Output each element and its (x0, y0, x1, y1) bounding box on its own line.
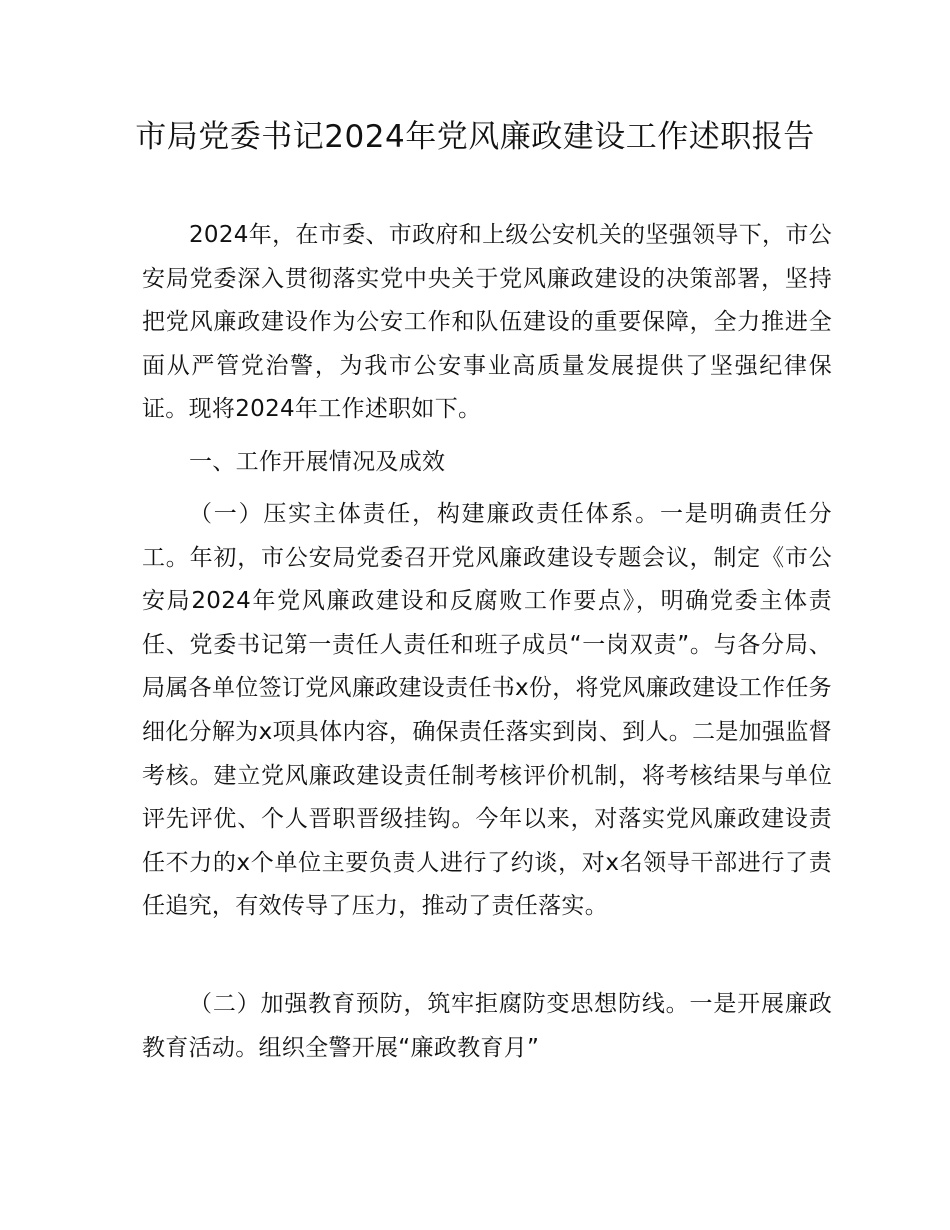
document-title: 市局党委书记2024年党风廉政建设工作述职报告 (135, 119, 815, 155)
section-heading: 一、工作开展情况及成效 (189, 449, 446, 475)
education-paragraph: （二）加强教育预防，筑牢拒腐防变思想防线。一是开展廉政教育活动。组织全警开展“廉政教育月” (142, 991, 832, 1061)
responsibility-paragraph: （一）压实主体责任，构建廉政责任体系。一是明确责任分工。年初，市公安局党委召开党风廉政建设专题会议，制定《市公安局2024年党风廉政建设和反腐败工作要点》，明确党委主体责任、党委书记第一责任人责任和班子成员“一岗双责”。与各分局、局属各单位签订党风廉政建设责任书x份，将党风廉政建设工作任务细化分解为x项具体内容，确保责任落实到岗、到人。二是加强监督考核。建立党风廉政建设责任制考核评价机制，将考核结果与单位评先评优、个人晋职晋级挂钩。今年以来，对落实党风廉政建设责任不力的x个单位主要负责人进行了约谈，对x名领导干部进行了责任追究，有效传导了压力，推动了责任落实。 (142, 501, 832, 920)
intro-paragraph: 2024年，在市委、市政府和上级公安机关的坚强领导下，市公安局党委深入贯彻落实党中央关于党风廉政建设的决策部署，坚持把党风廉政建设作为公安工作和队伍建设的重要保障，全力推进全面从严管党治警，为我市公安事业高质量发展提供了坚强纪律保证。现将2024年工作述职如下。 (142, 222, 832, 423)
